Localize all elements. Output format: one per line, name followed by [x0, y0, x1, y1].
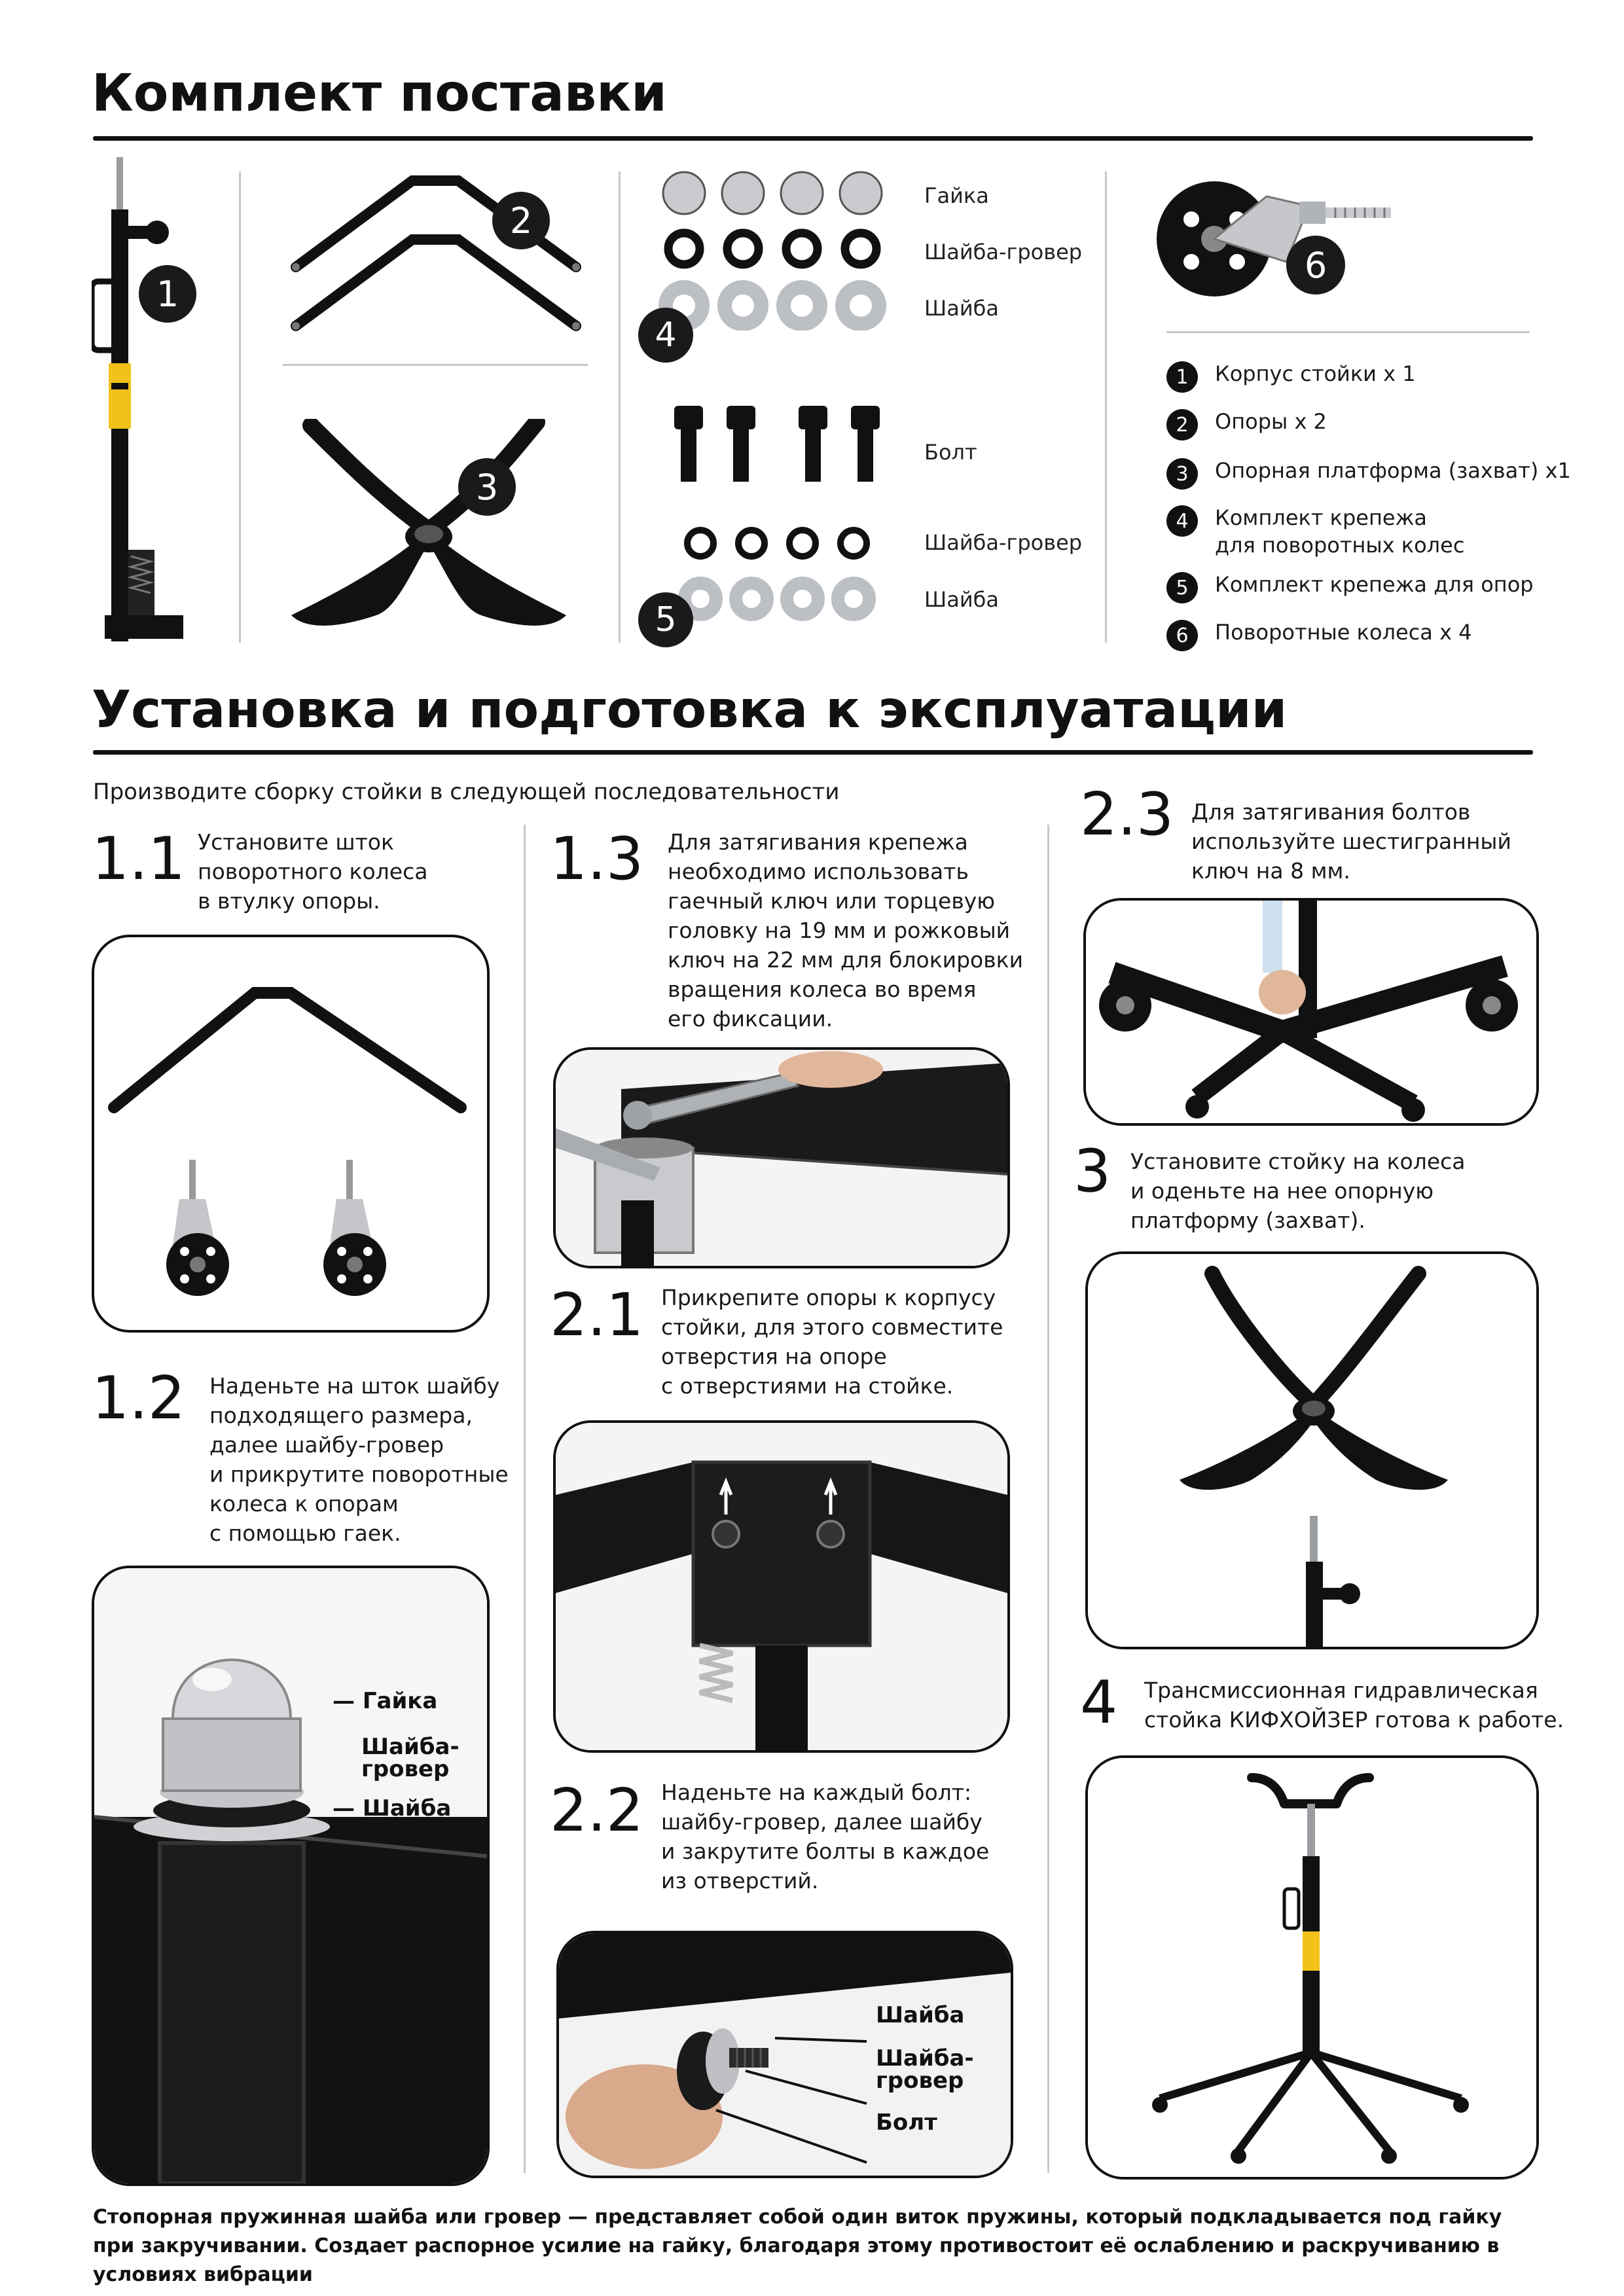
kit-title-rule	[93, 136, 1533, 141]
legend-number: 1	[1166, 361, 1198, 393]
step-text-1-2: Наденьте на шток шайбу подходящего размера, далее шайбу-гровер и прикрутите поворотные колеса к опорам с помощью гаек.	[209, 1373, 509, 1546]
step-number-2-3: 2.3	[1080, 780, 1174, 849]
label-washer-2: Шайба	[924, 587, 999, 612]
divider	[283, 364, 588, 366]
step-image-1-1	[92, 935, 490, 1333]
step-image-2-1	[553, 1420, 1010, 1753]
divider	[619, 171, 621, 643]
badge-2: 2	[492, 192, 550, 249]
step-number-1-1: 1.1	[92, 825, 186, 893]
legend-item	[1166, 504, 1464, 559]
label-washer: Шайба	[924, 296, 999, 321]
step-image-2-3	[1083, 898, 1539, 1126]
jack-body-illustration	[92, 157, 183, 661]
legend-number: 6	[1166, 620, 1198, 651]
legs-illustration	[288, 169, 583, 339]
callout-washer-text: Шайба	[362, 1795, 452, 1821]
step-image-1-2	[92, 1566, 490, 2186]
label-bolt: Болт	[924, 440, 977, 465]
badge-5: 5	[638, 592, 693, 647]
divider	[1105, 171, 1107, 643]
callout-nut: — Гайка	[333, 1688, 438, 1714]
step-number-3: 3	[1074, 1137, 1111, 1206]
label-spring-washer: Шайба-гровер	[924, 240, 1083, 264]
step-number-2-1: 2.1	[550, 1281, 644, 1350]
divider	[1166, 331, 1530, 333]
install-intro: Производите сборку стойки в следующей последовательности	[93, 779, 840, 805]
install-title-rule	[93, 750, 1533, 755]
legend-item	[1166, 457, 1571, 490]
step-text-3: Установите стойку на колеса и оденьте на нее опорную платформу (захват).	[1130, 1149, 1466, 1233]
legend-text: Комплект крепежа для поворотных колес	[1215, 505, 1465, 558]
callout-washer-22: Шайба	[876, 2002, 965, 2028]
step-text-2-2: Наденьте на каждый болт: шайбу-гровер, далее шайбу и закрутите болты в каждое из отверстий.	[661, 1780, 990, 1893]
step-number-2-2: 2.2	[550, 1776, 644, 1845]
step-number-1-2: 1.2	[92, 1364, 186, 1433]
legend-text: Корпус стойки х 1	[1215, 361, 1416, 386]
callout-washer: — Шайба	[333, 1795, 452, 1821]
legend-number: 2	[1166, 409, 1198, 440]
step-number-1-3: 1.3	[550, 825, 644, 893]
legend-number: 5	[1166, 572, 1198, 603]
step-text-4: Трансмиссионная гидравлическая стойка КИФХОЙЗЕР готова к работе.	[1144, 1677, 1564, 1732]
legend-text: Опоры х 2	[1215, 409, 1327, 434]
legend-number: 3	[1166, 458, 1198, 490]
step-text-2-3: Для затягивания болтов используйте шестигранный ключ на 8 мм.	[1191, 799, 1511, 884]
badge-3: 3	[458, 458, 516, 516]
label-spring-washer-2: Шайба-гровер	[924, 530, 1083, 555]
wheel-hardware-illustration	[655, 167, 910, 331]
legend-text: Опорная платформа (захват) х1	[1215, 458, 1571, 483]
callout-bolt-22: Болт	[876, 2109, 937, 2136]
divider	[239, 171, 241, 643]
caster-wheel-illustration	[1155, 170, 1417, 308]
kit-title: Комплект поставки	[92, 64, 667, 123]
legend-item	[1166, 619, 1472, 651]
step-text-2-1: Прикрепите опоры к корпусу стойки, для этого совместите отверстия на опоре с отверстиями на стойке.	[661, 1285, 1003, 1399]
callout-nut-text: Гайка	[362, 1688, 438, 1714]
legend-text: Поворотные колеса х 4	[1215, 620, 1472, 645]
install-title: Установка и подготовка к эксплуатации	[92, 681, 1288, 740]
callout-spring-washer: Шайба- гровер	[361, 1734, 460, 1782]
divider	[1047, 825, 1049, 2173]
step-text-1-3: Для затягивания крепежа необходимо использовать гаечный ключ или торцевую головку на 19 мм и рожковый ключ на 22 мм для блокировки вращения колеса во время его фиксации.	[668, 829, 1024, 1031]
label-nut: Гайка	[924, 183, 989, 208]
legend-number: 4	[1166, 505, 1198, 537]
badge-6: 6	[1286, 236, 1345, 295]
legend-item	[1166, 408, 1327, 440]
badge-1: 1	[139, 265, 196, 323]
badge-4: 4	[638, 308, 693, 363]
step-text-1-1: Установите шток поворотного колеса в втулку опоры.	[198, 829, 428, 914]
legend-item	[1166, 571, 1534, 603]
step-number-4: 4	[1080, 1668, 1118, 1737]
step-image-1-3	[553, 1047, 1010, 1268]
step-image-4	[1085, 1755, 1539, 2179]
leg-hardware-illustration	[655, 403, 910, 625]
legend-item	[1166, 360, 1416, 393]
step-image-3	[1085, 1251, 1539, 1649]
divider	[524, 825, 526, 2173]
callout-spring-washer-22: Шайба- гровер	[876, 2045, 974, 2094]
legend-text: Комплект крепежа для опор	[1215, 572, 1534, 597]
platform-illustration	[285, 419, 573, 641]
footer-note: Стопорная пружинная шайба или гровер — представляет собой один виток пружины, который подкладывается под гайку при закручивании. Создает распорное усилие на гайку, благодаря этому противостоит её ослаблению и раскручиванию в условиях вибрации	[93, 2206, 1502, 2286]
